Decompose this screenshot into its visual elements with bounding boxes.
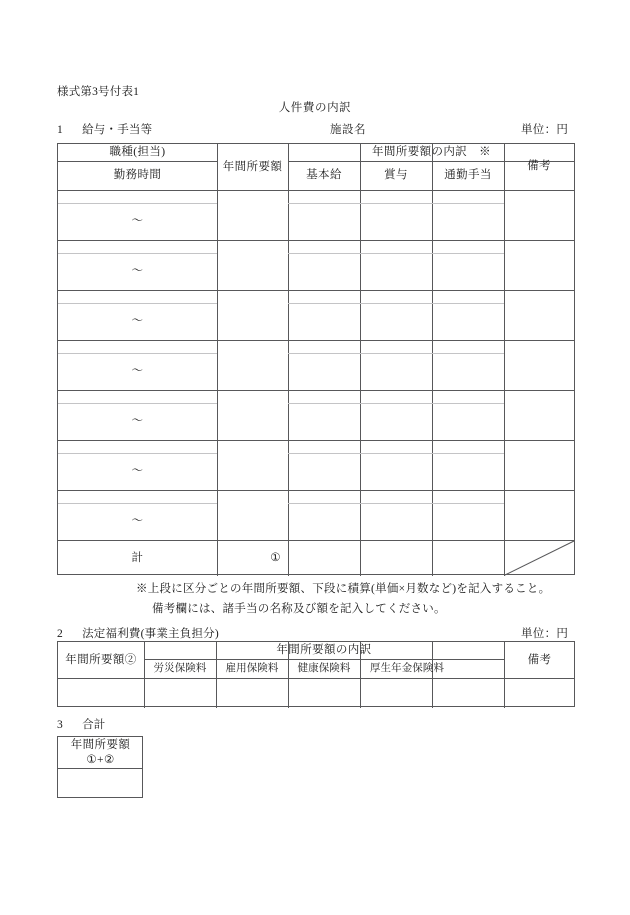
row-subrule [288, 403, 504, 404]
col-rule-3 [360, 144, 361, 576]
header-annual-amount: 年間所要額 [222, 160, 283, 173]
section-3-label: 合計 [82, 719, 106, 731]
header-grand-total-line-1: 年間所要額 [70, 739, 131, 752]
cell-work-hours[interactable]: 〜 [131, 215, 144, 228]
row-rule [58, 390, 575, 391]
section-2-number: 2 [57, 628, 63, 640]
header-work-hours: 勤務時間 [113, 169, 162, 182]
cell-employment-insurance[interactable] [216, 678, 288, 708]
col-rule-5 [504, 144, 505, 576]
header-breakdown-group: 年間所要額の内訳 ※ [372, 146, 491, 159]
row-rule [58, 440, 575, 441]
cell-work-hours[interactable]: 〜 [131, 465, 144, 478]
total-row-label: 計 [131, 551, 144, 564]
header-remarks-2: 備考 [527, 653, 552, 666]
section-1-label: 給与・手当等 [82, 124, 153, 136]
section-1-number: 1 [57, 124, 63, 136]
header-employment-insurance: 雇用保険料 [225, 662, 279, 674]
row-subrule [288, 253, 504, 254]
header-grand-total-line-2: ①+② [86, 753, 115, 766]
col-rule-1 [217, 144, 218, 576]
section-2-label: 法定福利費(事業主負担分) [82, 628, 219, 640]
cell-work-hours[interactable]: 〜 [131, 415, 144, 428]
cell-work-hours[interactable]: 〜 [131, 265, 144, 278]
strikethrough-diagonal-icon [504, 540, 575, 576]
form-code: 様式第3号付表1 [57, 86, 140, 98]
header-base-salary: 基本給 [306, 169, 342, 182]
header-bonus: 賞与 [384, 169, 408, 182]
row-subrule [288, 503, 504, 504]
cell-work-hours[interactable]: 〜 [131, 315, 144, 328]
header-breakdown-blank-2 [454, 659, 504, 678]
row-rule [58, 490, 575, 491]
note-line-2: 備考欄には、諸手当の名称及び額を記入してください。 [152, 603, 446, 615]
cell-grand-total-value[interactable] [58, 768, 143, 798]
col-rule-2 [288, 144, 289, 576]
row-subrule [288, 303, 504, 304]
row-rule [58, 340, 575, 341]
cell-work-hours[interactable]: 〜 [131, 365, 144, 378]
cell-health-insurance[interactable] [288, 678, 360, 708]
cell-annual-amount-2[interactable] [58, 678, 144, 708]
unit-label-section-2: 単位：円 [521, 628, 569, 640]
facility-name-label: 施設名 [330, 124, 366, 136]
row-rule [58, 290, 575, 291]
total-annual-amount-marker[interactable]: ① [270, 551, 281, 564]
unit-label-section-1: 単位：円 [521, 124, 569, 136]
section-3-number: 3 [57, 719, 63, 731]
cell-remarks-2[interactable] [504, 678, 575, 708]
page-title: 人件費の内訳 [278, 102, 352, 114]
row-rule [58, 240, 575, 241]
header-job-type: 職種(担当) [109, 146, 166, 159]
header-welfare-pension-insurance: 厚生年金保険料 [369, 662, 445, 674]
cell-welfare-pension-insurance[interactable] [360, 678, 432, 708]
cell-workers-accident-insurance[interactable] [144, 678, 216, 708]
section-3-heading [57, 716, 106, 732]
note-line-1: ※上段に区分ごとの年間所要額、下段に積算(単価×月数など)を記入すること。 [136, 583, 551, 595]
cell-blank-2[interactable] [432, 678, 504, 708]
grand-total-table [57, 736, 143, 798]
row-subrule [288, 453, 504, 454]
header-grand-total [58, 737, 143, 768]
header-workers-accident-insurance: 労災保険料 [153, 662, 207, 674]
header-bottom-rule [58, 190, 575, 191]
header-health-insurance: 健康保険料 [297, 662, 351, 674]
header-commuting-allowance: 通勤手当 [444, 169, 492, 182]
salary-table [57, 143, 575, 575]
section-2-heading [57, 625, 219, 641]
header-remarks: 備考 [527, 159, 551, 172]
header-annual-amount-2: 年間所要額② [65, 653, 137, 666]
welfare-table [57, 641, 575, 707]
row-subrule [288, 353, 504, 354]
cell-work-hours[interactable]: 〜 [131, 515, 144, 528]
section-1-heading [57, 121, 152, 137]
col-rule-4 [432, 144, 433, 576]
header-breakdown-group-2: 年間所要額の内訳 [276, 644, 372, 657]
row-subrule [288, 203, 504, 204]
